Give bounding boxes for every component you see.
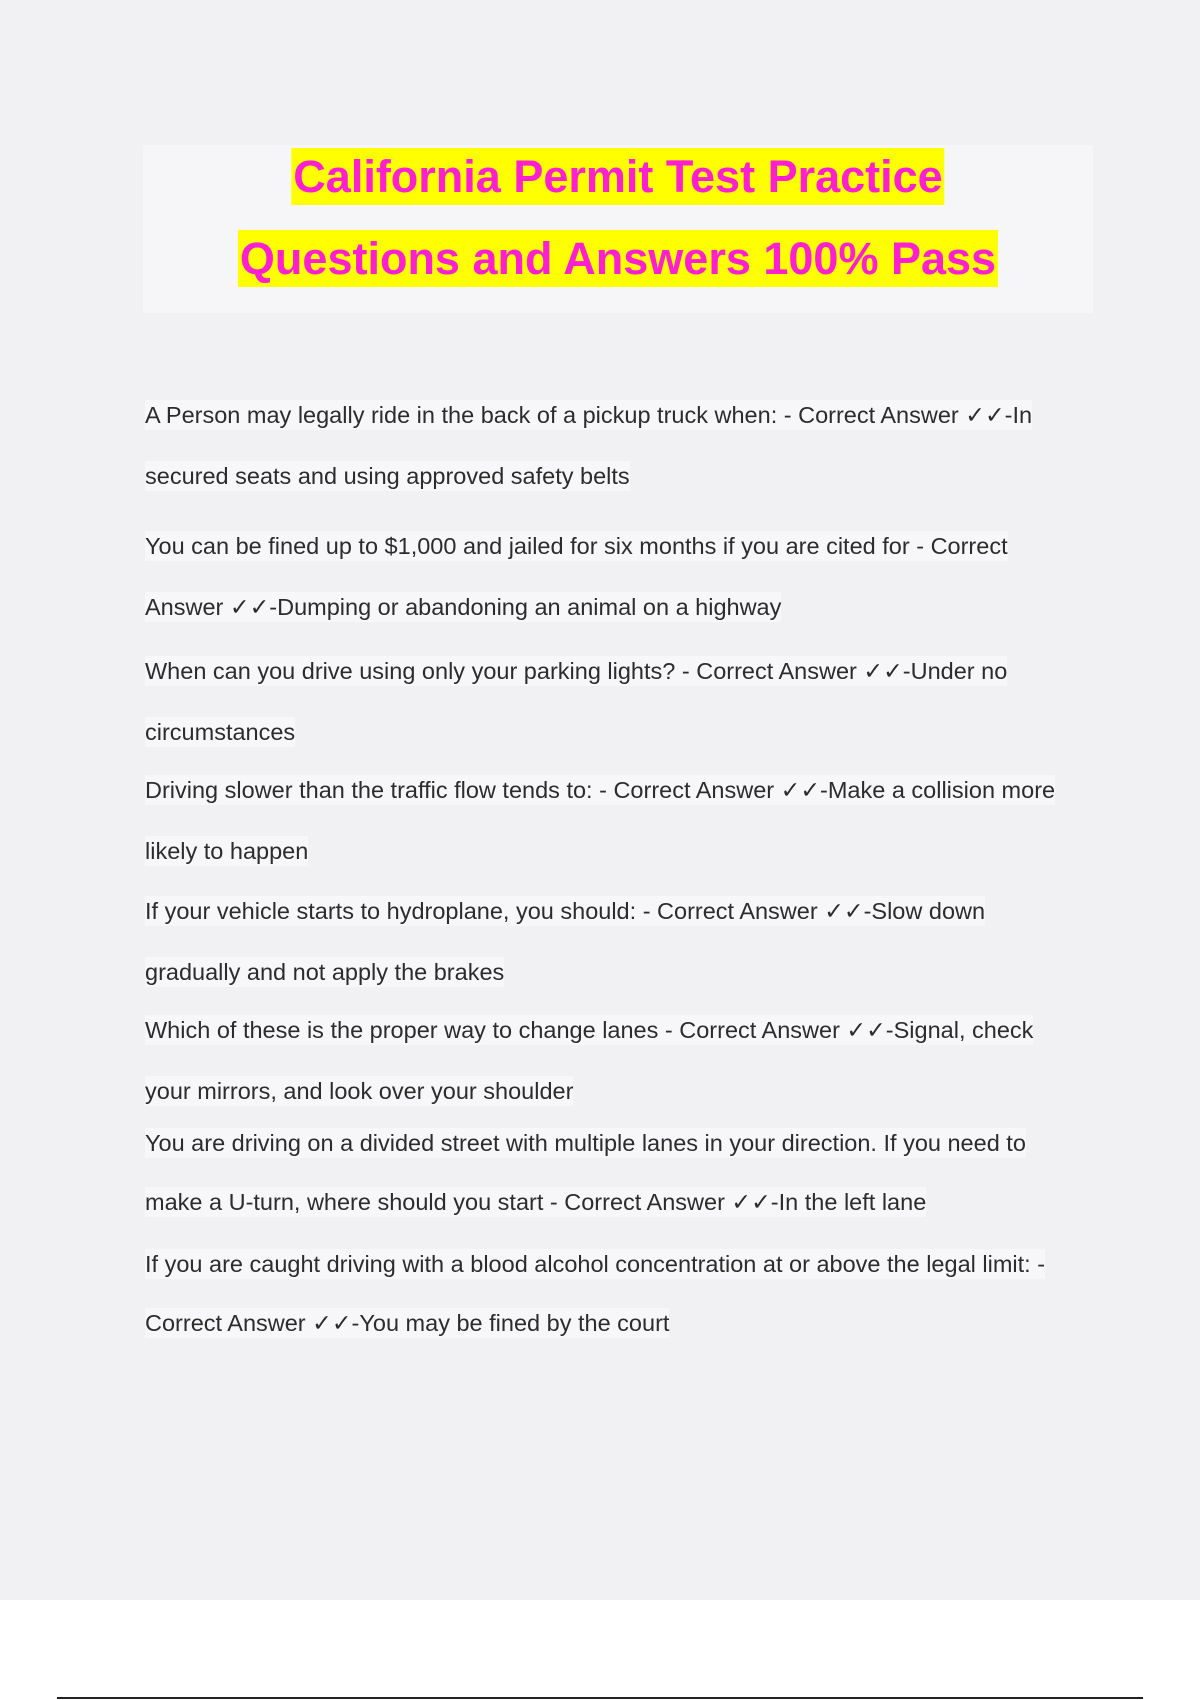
qa-question-line: You can be fined up to $1,000 and jailed for six months if you are cited for - Correct	[145, 533, 1008, 559]
qa-question-line: Driving slower than the traffic flow tends to: - Correct Answer ✓✓-Make a collision more	[145, 777, 1056, 803]
qa-answer-line: secured seats and using approved safety belts	[145, 463, 630, 489]
qa-question-line: Which of these is the proper way to change lanes - Correct Answer ✓✓-Signal, check	[145, 1017, 1034, 1043]
document-title-line-1: California Permit Test Practice	[291, 148, 944, 205]
qa-answer-line: Correct Answer ✓✓-You may be fined by the court	[145, 1310, 670, 1336]
qa-question-line: You are driving on a divided street with multiple lanes in your direction. If you need to	[145, 1130, 1026, 1156]
qa-question-line: If your vehicle starts to hydroplane, you should: - Correct Answer ✓✓-Slow down	[145, 898, 986, 924]
footer-divider	[57, 1697, 1143, 1699]
qa-answer-line: circumstances	[145, 719, 296, 745]
qa-question-line: If you are caught driving with a blood alcohol concentration at or above the legal limit: -	[145, 1251, 1046, 1277]
qa-answer-line: Answer ✓✓-Dumping or abandoning an animal on a highway	[145, 594, 782, 620]
qa-answer-line: your mirrors, and look over your shoulder	[145, 1078, 574, 1104]
qa-answer-line: likely to happen	[145, 838, 309, 864]
qa-answer-line: make a U-turn, where should you start - Correct Answer ✓✓-In the left lane	[145, 1189, 927, 1215]
title-block	[143, 145, 1093, 313]
qa-question-line: A Person may legally ride in the back of a pickup truck when: - Correct Answer ✓✓-In	[145, 402, 1033, 428]
document-title-line-2: Questions and Answers 100% Pass	[238, 230, 998, 287]
qa-question-line: When can you drive using only your parking lights? - Correct Answer ✓✓-Under no	[145, 658, 1008, 684]
qa-answer-line: gradually and not apply the brakes	[145, 959, 505, 985]
